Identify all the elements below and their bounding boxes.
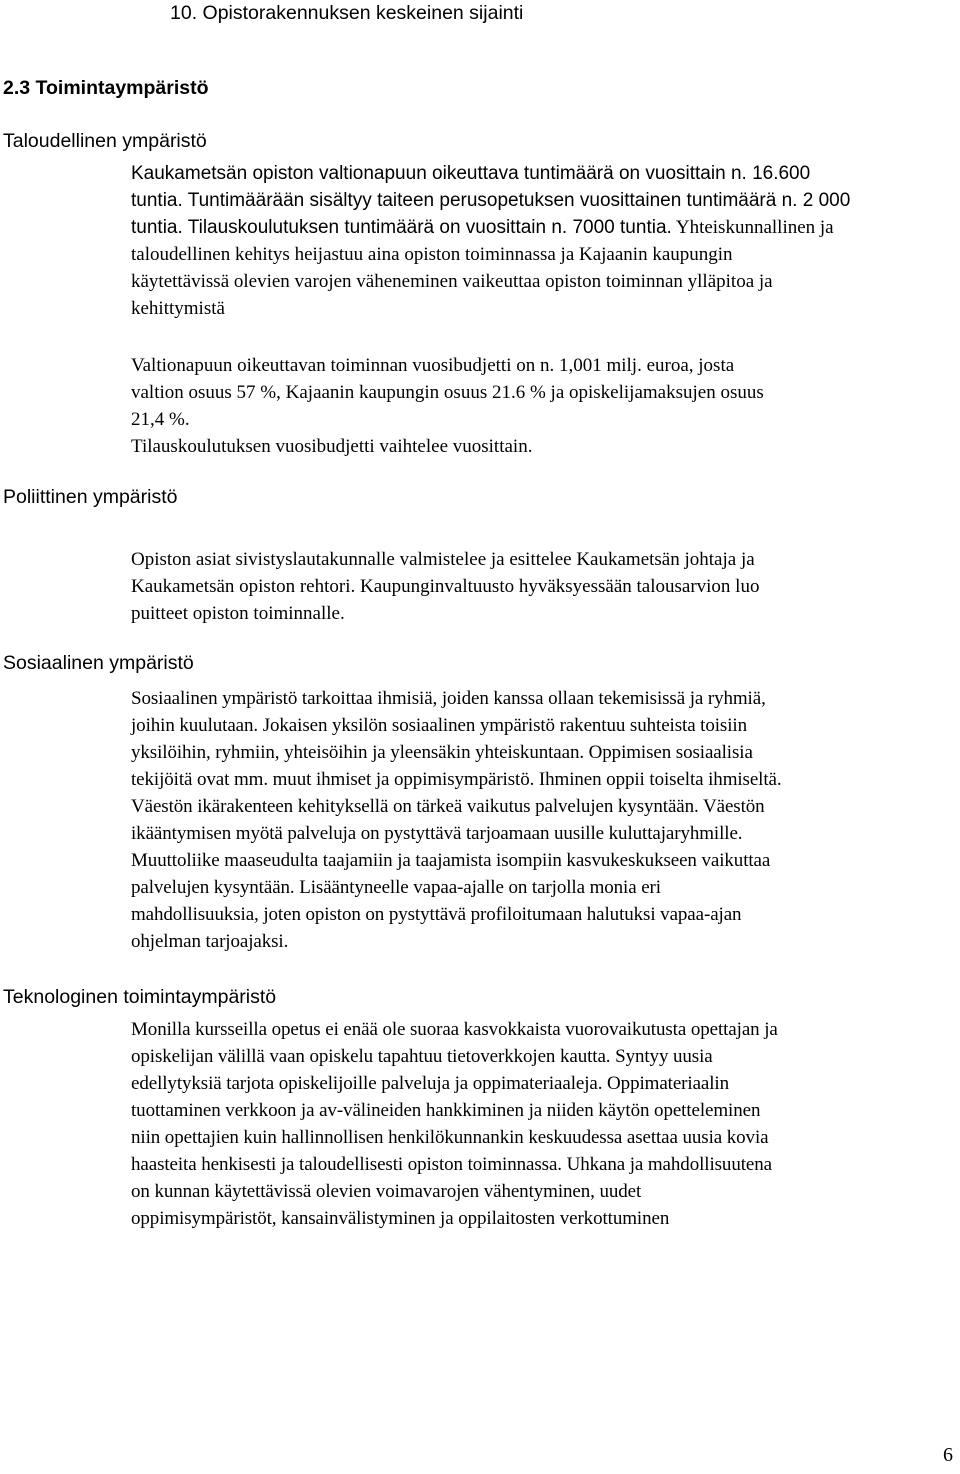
text-line: oppimisympäristöt, kansainvälistyminen ja oppilaitosten verkottuminen (131, 1208, 670, 1229)
text-line: Muuttoliike maaseudulta taajamiin ja taajamista isompiin kasvukeskukseen vaikuttaa (131, 850, 771, 871)
economic-label: Taloudellinen ympäristö (3, 130, 207, 152)
page-number: 6 (943, 1444, 953, 1466)
social-paragraph (131, 685, 959, 955)
text-line: Tilauskoulutuksen vuosibudjetti vaihtelee vuosittain. (131, 436, 533, 457)
text-line: tekijöitä ovat mm. muut ihmiset ja oppimisympäristö. Ihminen oppii toiselta ihmiseltä. (131, 769, 782, 790)
economic-paragraph-1 (131, 160, 959, 322)
text-line: Valtionapuun oikeuttavan toiminnan vuosibudjetti on n. 1,001 milj. euroa, josta (131, 355, 735, 376)
text-line: yksilöihin, ryhmiin, yhteisöihin ja yleensäkin yhteiskuntaan. Oppimisen sosiaalisia (131, 742, 753, 763)
section-title: 2.3 Toimintaympäristö (3, 77, 209, 99)
text-line (131, 214, 959, 241)
text-line: tuntia. Tuntimäärään sisältyy taiteen perusopetuksen vuosittainen tuntimäärä n. 2 000 (131, 190, 851, 211)
social-label: Sosiaalinen ympäristö (3, 652, 194, 674)
text-line: opiskelijan välillä vaan opiskelu tapahtuu tietoverkkojen kautta. Syntyy uusia (131, 1046, 713, 1067)
text-line: kehittymistä (131, 298, 225, 319)
text-line: puitteet opiston toiminnalle. (131, 603, 345, 624)
text-line: ohjelman tarjoajaksi. (131, 931, 289, 952)
political-paragraph (131, 546, 959, 627)
text-run: tuntia. Tilauskoulutuksen tuntimäärä on vuosittain n. 7000 tuntia. (131, 217, 672, 238)
technological-label: Teknologinen toimintaympäristö (3, 986, 277, 1008)
political-label: Poliittinen ympäristö (3, 486, 178, 508)
text-line: 21,4 %. (131, 409, 190, 430)
text-line: Sosiaalinen ympäristö tarkoittaa ihmisiä, joiden kanssa ollaan tekemisissä ja ryhmiä, (131, 688, 766, 709)
text-line: Opiston asiat sivistyslautakunnalle valmistelee ja esittelee Kaukametsän johtaja ja (131, 549, 755, 570)
text-line: edellytyksiä tarjota opiskelijoille palveluja ja oppimateriaaleja. Oppimateriaalin (131, 1073, 730, 1094)
text-line: Kaukametsän opiston valtionapuun oikeuttava tuntimäärä on vuosittain n. 16.600 (131, 163, 811, 184)
text-line: valtion osuus 57 %, Kajaanin kaupungin osuus 21.6 % ja opiskelijamaksujen osuus (131, 382, 764, 403)
text-line: niin opettajien kuin hallinnollisen henkilökunnankin keskuudessa asettaa uusia kovia (131, 1127, 769, 1148)
economic-paragraph-2 (131, 352, 959, 460)
text-line: haasteita henkisesti ja taloudellisesti opiston toiminnassa. Uhkana ja mahdollisuutena (131, 1154, 772, 1175)
chapter-line: 10. Opistorakennuksen keskeinen sijainti (170, 2, 524, 24)
text-line: on kunnan käytettävissä olevien voimavarojen vähentyminen, uudet (131, 1181, 642, 1202)
text-line: mahdollisuuksia, joten opiston on pystyttävä profiloitumaan halutuksi vapaa-ajan (131, 904, 742, 925)
text-line: käytettävissä olevien varojen väheneminen vaikeuttaa opiston toiminnan ylläpitoa ja (131, 271, 773, 292)
text-line: tuottaminen verkkoon ja av-välineiden hankkiminen ja niiden käytön opetteleminen (131, 1100, 761, 1121)
text-line: joihin kuulutaan. Jokaisen yksilön sosiaalinen ympäristö rakentuu suhteista toisiin (131, 715, 747, 736)
text-line: ikääntymisen myötä palveluja on pystyttävä tarjoamaan uusille kuluttajaryhmille. (131, 823, 743, 844)
text-line: Väestön ikärakenteen kehityksellä on tärkeä vaikutus palvelujen kysyntään. Väestön (131, 796, 765, 817)
text-line: palvelujen kysyntään. Lisääntyneelle vapaa-ajalle on tarjolla monia eri (131, 877, 661, 898)
text-line: taloudellinen kehitys heijastuu aina opiston toiminnassa ja Kajaanin kaupungin (131, 244, 733, 265)
text-line: Kaukametsän opiston rehtori. Kaupunginvaltuusto hyväksyessään talousarvion luo (131, 576, 760, 597)
text-line: Monilla kursseilla opetus ei enää ole suoraa kasvokkaista vuorovaikutusta opettajan ja (131, 1019, 778, 1040)
text-run: Yhteiskunnallinen ja (671, 217, 834, 238)
technological-paragraph (131, 1016, 959, 1232)
